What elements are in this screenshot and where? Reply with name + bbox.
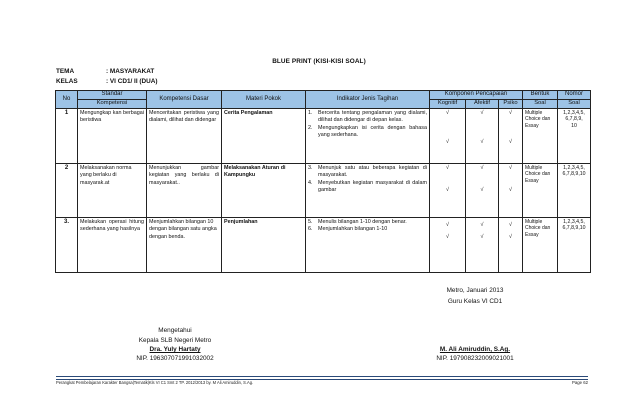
afektif-cell (466, 218, 499, 273)
header-kompetensi-dasar: Kompetensi Dasar (147, 91, 222, 109)
standar-kompetensi: Melakukan operasi hitung sederhana yang hasilnya (78, 218, 147, 273)
header-kognitif: Kognitif (430, 100, 466, 109)
page-number: Page 62 (571, 380, 588, 385)
standar-kompetensi: Mengungkap kan berbagai beristiwa (78, 109, 147, 164)
document-title: BLUE PRINT (KISI-KISI SOAL) (272, 58, 366, 65)
indikator-cell (306, 218, 430, 273)
tema-value: : MASYARAKAT (106, 68, 155, 75)
check-mark: √ (446, 165, 449, 171)
header-kompetensi: Kompetensi (78, 100, 147, 109)
psiko-cell (499, 218, 523, 273)
kompetensi-dasar: Menceritakan peristiwa yang dialami, dilihat dan didengar (147, 109, 222, 164)
check-mark: √ (509, 165, 512, 171)
check-mark: √ (480, 222, 484, 228)
nomor-soal: 1,2,3,4,5, 6,7,8,9, 10 (558, 109, 591, 164)
materi-pokok: Penjumlahan (222, 218, 306, 273)
tema-line (56, 68, 154, 75)
check-mark: √ (446, 234, 449, 241)
check-mark: √ (446, 187, 449, 194)
bentuk-soal: Multiple Choice dan Essay (523, 164, 558, 218)
blueprint-table (55, 90, 591, 273)
check-mark: √ (509, 110, 512, 116)
indikator-item: 1. Bercerita tentang pengalaman yang dialami, dilihat dan didengar di depan kelas. (308, 110, 427, 124)
signature-date: Metro, Januari 2013 (446, 287, 504, 294)
teacher-nip: NIP. 197908232009021001 (436, 355, 514, 362)
principal-name: Dra. Yuly Hartaty (149, 346, 201, 353)
afektif-cell (466, 164, 499, 218)
header-indikator: Indikator Jenis Tagihan (306, 91, 430, 109)
check-mark: √ (446, 139, 449, 146)
check-mark: √ (509, 234, 512, 241)
tema-label: TEMA (56, 68, 75, 75)
indikator-item: 6. Menjumlahkan bilangan 1-10 (308, 226, 388, 233)
header-psiko: Psiko (499, 100, 523, 109)
teacher-role: Guru Kelas VI CD1 (447, 298, 503, 305)
table-row (56, 109, 591, 164)
row-number: 2 (56, 164, 78, 218)
teacher-name: M. Ali Amiruddin, S.Ag. (439, 346, 511, 353)
header-nomor-soal: Soal (558, 100, 591, 109)
row-number: 1 (56, 109, 78, 164)
kelas-label: KELAS (56, 78, 78, 85)
header-bentuk-soal: Soal (523, 100, 558, 109)
materi-pokok: Cerita Pengalaman (222, 109, 306, 164)
bentuk-soal: Multiple Choice dan Essay (523, 109, 558, 164)
afektif-cell (466, 109, 499, 164)
header-materi-pokok: Materi Pokok (222, 91, 306, 109)
principal-nip: NIP. 196307071991032002 (136, 355, 214, 362)
acknowledged-label: Mengetahui (158, 327, 192, 334)
table-row (56, 164, 591, 218)
table-row (56, 218, 591, 273)
check-mark: √ (480, 110, 484, 116)
materi-pokok: Melaksanakan Aturan di Kampungku (222, 164, 306, 218)
indikator-item: 3. Menunjuk satu atau beberapa kegiatan di masyarakat. (308, 165, 427, 179)
check-mark: √ (446, 110, 449, 116)
kelas-line (56, 78, 157, 85)
header-standar: Standar (78, 91, 147, 100)
bentuk-soal: Multiple Choice dan Essay (523, 218, 558, 273)
footer-divider (56, 376, 588, 377)
check-mark: √ (509, 222, 512, 228)
kognitif-cell (430, 109, 466, 164)
indikator-item: 4. Menyebutkan kegiatan masyarakat di dalam gambar (308, 179, 427, 193)
indikator-cell (306, 109, 430, 164)
header-komponen-pencapaian: Komponen Pencapaian (430, 91, 523, 100)
check-mark: √ (509, 139, 512, 146)
psiko-cell (499, 109, 523, 164)
footer-text: Perangkat Pembelajaran Karakter Bangsa|Tematik|Kls VI C1 Smt 2 TP. 2012/2013 by. M Ali Amiruddin, S.Ag. (56, 380, 254, 385)
header-no: No (56, 91, 78, 109)
kompetensi-dasar: Menunjukkan gambar kegiatan yang berlaku di masyarakat.. (147, 164, 222, 218)
check-mark: √ (480, 165, 484, 171)
indikator-item: 5. Menulis bilangan 1-10 dengan benar. (308, 219, 407, 225)
nomor-soal: 1,2,3,4,5, 6,7,8,9,10 (558, 164, 591, 218)
header-afektif: Afektif (466, 100, 499, 109)
check-mark: √ (480, 234, 484, 241)
kompetensi-dasar: Menjumlahkan bilangan 10 dengan bilangan satu angka dengan benda. (147, 218, 222, 273)
row-number: 3. (56, 218, 78, 273)
check-mark: √ (509, 187, 512, 194)
nomor-soal: 1,2,3,4,5, 6,7,8,9,10 (558, 218, 591, 273)
kelas-value: : VI CD1/ II (DUA) (106, 78, 158, 85)
kognitif-cell (430, 164, 466, 218)
check-mark: √ (480, 187, 484, 194)
header-nomor: Nomor (558, 91, 591, 100)
standar-kompetensi: Melaksanakan norma yang berlaku di masyarak.at (78, 164, 147, 218)
kognitif-cell (430, 218, 466, 273)
indikator-item: 2. Mengungkapkan isi cerita dengan bahasa yang sederhana. (308, 124, 427, 138)
check-mark: √ (446, 222, 449, 228)
header-bentuk: Bentuk (523, 91, 558, 100)
psiko-cell (499, 164, 523, 218)
principal-role: Kepala SLB Negeri Metro (138, 337, 212, 344)
check-mark: √ (480, 139, 484, 146)
indikator-cell (306, 164, 430, 218)
